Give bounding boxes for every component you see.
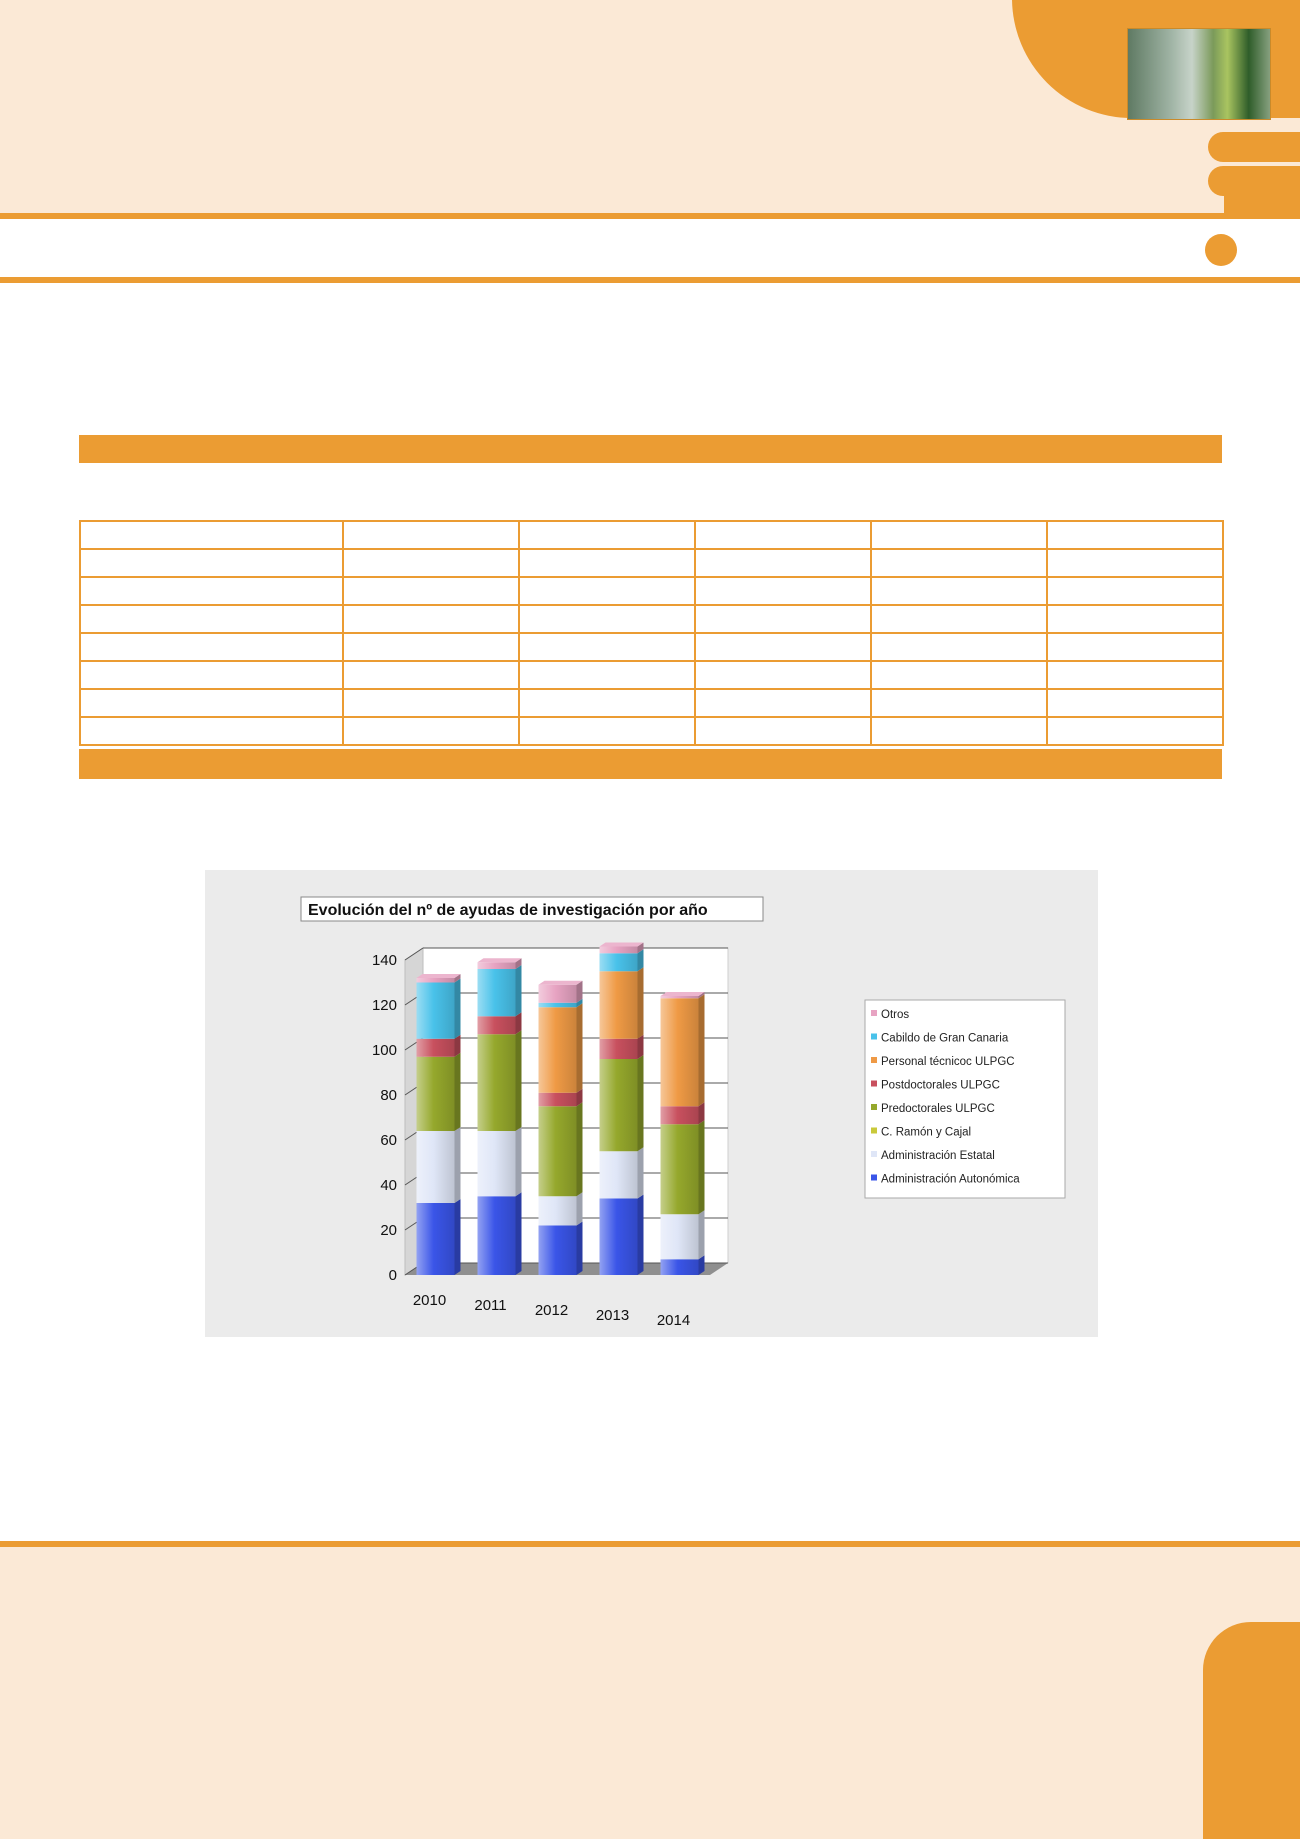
table-row	[80, 661, 1223, 689]
bar-segment-2011-4	[478, 1016, 516, 1034]
bar-segment-2010-1	[417, 1131, 455, 1203]
bar-segment-2011-0	[478, 1196, 516, 1275]
table-cell	[1047, 717, 1223, 745]
y-tick-label: 140	[371, 952, 397, 969]
bar-top-2010	[417, 974, 461, 978]
table-row	[80, 549, 1223, 577]
bar-side-2012-0	[577, 1222, 583, 1276]
table-cell	[871, 661, 1047, 689]
bar-top-2013	[600, 943, 644, 947]
bar-segment-2013-4	[600, 1039, 638, 1059]
table-cell	[519, 661, 695, 689]
bar-segment-2013-7	[600, 947, 638, 954]
bar-side-2012-3	[577, 1102, 583, 1196]
table-cell	[871, 689, 1047, 717]
table-cell	[343, 633, 519, 661]
bar-segment-2011-7	[478, 962, 516, 969]
x-tick-label: 2012	[534, 1302, 569, 1319]
table-cell	[343, 577, 519, 605]
table-row	[80, 605, 1223, 633]
table-cell	[519, 549, 695, 577]
bar-segment-2013-6	[600, 953, 638, 971]
legend-label: Postdoctorales ULPGC	[881, 1079, 1000, 1092]
bar-side-2014-1	[699, 1210, 705, 1259]
bar-side-2013-3	[638, 1055, 644, 1151]
table-cell	[343, 717, 519, 745]
table-cell	[871, 633, 1047, 661]
table-cell	[343, 689, 519, 717]
bar-side-2010-0	[455, 1199, 461, 1275]
bar-side-2010-6	[455, 979, 461, 1039]
bar-segment-2012-6	[539, 1003, 577, 1008]
bar-side-2010-1	[455, 1127, 461, 1203]
y-tick-label: 0	[388, 1267, 397, 1284]
bar-segment-2014-3	[661, 1124, 699, 1214]
table-row	[80, 577, 1223, 605]
legend-label: Cabildo de Gran Canaria	[881, 1032, 1009, 1045]
bar-top-2011	[478, 958, 522, 962]
bar-side-2011-6	[516, 965, 522, 1016]
bar-segment-2014-0	[661, 1259, 699, 1275]
table-cell	[343, 661, 519, 689]
table-cell	[1047, 689, 1223, 717]
bar-side-2013-1	[638, 1147, 644, 1198]
stacked-bar-chart	[205, 870, 1098, 1337]
bar-side-2012-5	[577, 1003, 583, 1093]
bar-segment-2012-7	[539, 985, 577, 1003]
legend-swatch	[871, 1081, 877, 1087]
bar-side-2011-0	[516, 1192, 522, 1275]
bar-segment-2010-7	[417, 978, 455, 983]
table-cell	[871, 521, 1047, 549]
bar-segment-2012-4	[539, 1093, 577, 1107]
bar-segment-2014-7	[661, 996, 699, 998]
table-cell	[519, 689, 695, 717]
table-cell	[695, 633, 871, 661]
bar-side-2013-5	[638, 967, 644, 1039]
legend-label: Otros	[881, 1009, 910, 1021]
table-cell	[695, 717, 871, 745]
y-tick-label: 60	[380, 1132, 397, 1149]
table-cell	[695, 521, 871, 549]
bar-segment-2012-5	[539, 1007, 577, 1093]
table-cell	[343, 605, 519, 633]
bar-segment-2013-1	[600, 1151, 638, 1198]
header-photo	[1127, 28, 1271, 120]
bar-side-2011-1	[516, 1127, 522, 1196]
bottom-band	[0, 1547, 1300, 1839]
bar-side-2011-3	[516, 1030, 522, 1131]
table-total-bar	[79, 749, 1222, 779]
y-tick-label: 20	[380, 1222, 397, 1239]
bar-segment-2011-1	[478, 1131, 516, 1196]
table-cell	[695, 549, 871, 577]
y-tick-label: 40	[380, 1177, 397, 1194]
table-cell	[519, 633, 695, 661]
bar-top-2014	[661, 992, 705, 996]
header-strip	[0, 219, 1300, 277]
table-row	[80, 689, 1223, 717]
table-cell	[519, 605, 695, 633]
legend-label: Administración Autonómica	[881, 1173, 1020, 1186]
bar-side-2013-4	[638, 1035, 644, 1059]
table-cell	[695, 577, 871, 605]
table-cell	[519, 521, 695, 549]
bar-segment-2013-3	[600, 1059, 638, 1151]
table-cell	[695, 661, 871, 689]
chart-title: Evolución del nº de ayudas de investigación por año	[308, 902, 708, 919]
side-tab-2	[1208, 166, 1300, 196]
bar-segment-2012-3	[539, 1106, 577, 1196]
bar-segment-2010-4	[417, 1039, 455, 1057]
bar-segment-2014-4	[661, 1106, 699, 1124]
table-cell	[80, 521, 343, 549]
table-cell	[871, 549, 1047, 577]
y-tick-label: 120	[371, 997, 397, 1014]
bar-segment-2010-6	[417, 983, 455, 1039]
side-tab-1	[1208, 132, 1300, 162]
bar-segment-2011-3	[478, 1034, 516, 1131]
bar-segment-2011-6	[478, 969, 516, 1016]
bar-top-2012	[539, 981, 583, 985]
table-title-bar	[79, 435, 1222, 463]
bar-segment-2010-0	[417, 1203, 455, 1275]
table-cell	[343, 521, 519, 549]
x-tick-label: 2013	[595, 1307, 630, 1324]
table-row	[80, 633, 1223, 661]
x-tick-label: 2011	[474, 1297, 507, 1314]
legend-swatch	[871, 1104, 877, 1110]
y-tick-label: 80	[380, 1087, 397, 1104]
table-cell	[695, 689, 871, 717]
table-cell	[871, 605, 1047, 633]
table-cell	[1047, 661, 1223, 689]
table-cell	[519, 717, 695, 745]
header-rule-bottom	[0, 277, 1300, 283]
legend-swatch	[871, 1057, 877, 1063]
bar-segment-2010-3	[417, 1057, 455, 1131]
bottom-side-tab	[1203, 1622, 1300, 1839]
bar-side-2013-0	[638, 1195, 644, 1276]
table-cell	[80, 717, 343, 745]
legend-swatch	[871, 1175, 877, 1181]
legend-swatch	[871, 1128, 877, 1134]
data-table	[79, 520, 1224, 746]
legend-label: Administración Estatal	[881, 1150, 995, 1162]
bar-segment-2012-0	[539, 1226, 577, 1276]
table-cell	[1047, 577, 1223, 605]
table-cell	[695, 605, 871, 633]
table-cell	[1047, 633, 1223, 661]
legend-label: Personal técnicoc ULPGC	[881, 1056, 1015, 1068]
bar-segment-2013-0	[600, 1199, 638, 1276]
y-tick-label: 100	[371, 1042, 397, 1059]
table-row	[80, 717, 1223, 745]
table-cell	[871, 577, 1047, 605]
bar-side-2014-5	[699, 994, 705, 1106]
chart-legend	[865, 1000, 1065, 1198]
bar-segment-2013-5	[600, 971, 638, 1039]
x-tick-label: 2014	[656, 1312, 691, 1329]
legend-swatch	[871, 1151, 877, 1157]
bar-side-2012-1	[577, 1192, 583, 1225]
table-row	[80, 521, 1223, 549]
table-cell	[80, 633, 343, 661]
table-cell	[80, 689, 343, 717]
table-cell	[343, 549, 519, 577]
legend-label: Predoctorales ULPGC	[881, 1103, 995, 1115]
table-cell	[80, 577, 343, 605]
legend-label: C. Ramón y Cajal	[881, 1126, 972, 1139]
x-tick-label: 2010	[412, 1292, 447, 1309]
legend-swatch	[871, 1034, 877, 1040]
bar-segment-2014-1	[661, 1214, 699, 1259]
table-cell	[80, 605, 343, 633]
table-cell	[519, 577, 695, 605]
table-cell	[1047, 521, 1223, 549]
header-dot	[1205, 234, 1237, 266]
bar-segment-2012-1	[539, 1196, 577, 1225]
table-cell	[871, 717, 1047, 745]
table-cell	[80, 661, 343, 689]
bar-side-2010-3	[455, 1053, 461, 1131]
chart-panel	[205, 870, 1098, 1337]
table-cell	[1047, 605, 1223, 633]
bar-side-2014-3	[699, 1120, 705, 1214]
bar-segment-2014-5	[661, 998, 699, 1106]
table-cell	[1047, 549, 1223, 577]
legend-swatch	[871, 1010, 877, 1016]
table-cell	[80, 549, 343, 577]
